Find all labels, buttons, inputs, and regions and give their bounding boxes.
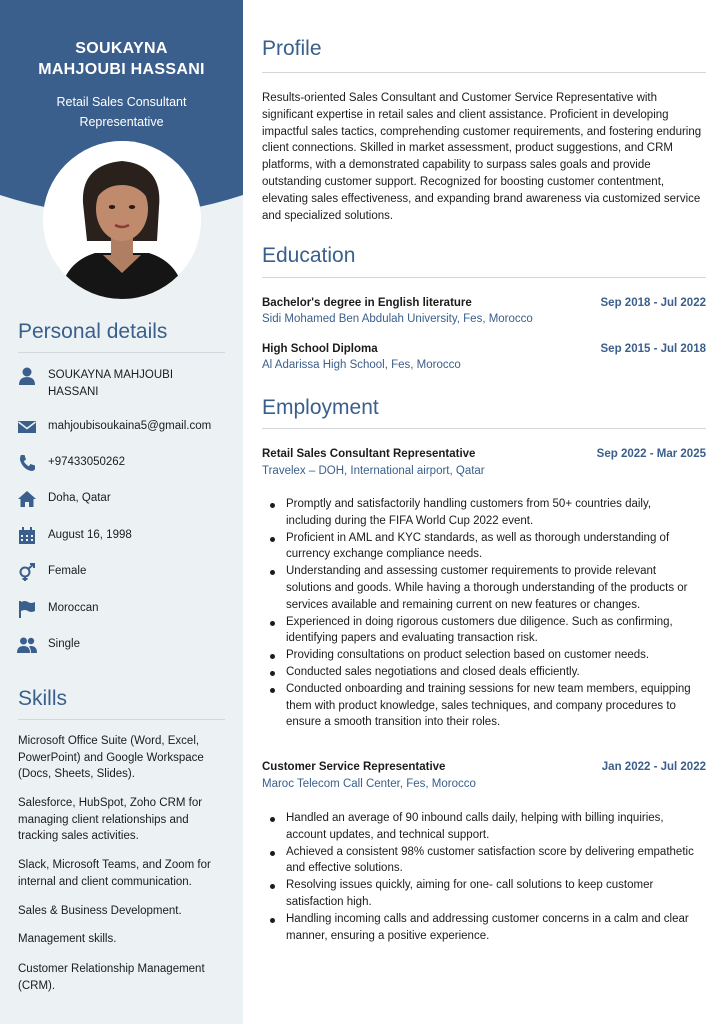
education-degree-institution: Sidi Mohamed Ben Abdulah University, Fes, Morocco bbox=[262, 313, 533, 325]
skill-item: Slack, Microsoft Teams, and Zoom for internal and client communication. bbox=[18, 859, 211, 888]
divider bbox=[262, 428, 706, 429]
detail-location: Doha, Qatar bbox=[48, 492, 111, 504]
home-icon bbox=[16, 489, 38, 509]
detail-name: SOUKAYNA MAHJOUBI HASSANI bbox=[48, 369, 174, 398]
detail-phone: +97433050262 bbox=[48, 456, 126, 468]
education-degree-date: Sep 2018 - Jul 2022 bbox=[600, 297, 706, 309]
flag-icon bbox=[16, 599, 38, 619]
calendar-icon bbox=[16, 526, 38, 546]
detail-row-gender bbox=[16, 562, 231, 582]
detail-row-birthdate bbox=[16, 526, 231, 546]
job-1-responsibilities bbox=[270, 496, 698, 731]
detail-row-phone bbox=[16, 453, 231, 473]
name-line-2: MAHJOUBI HASSANI bbox=[38, 61, 205, 78]
list-item: Achieved a consistent 98% customer satisfaction score by delivering empathetic and effective solutions. bbox=[270, 844, 698, 878]
employment-heading: Employment bbox=[262, 396, 379, 419]
profile-heading: Profile bbox=[262, 37, 322, 60]
skills-heading: Skills bbox=[18, 687, 68, 710]
personal-details-heading: Personal details bbox=[18, 320, 168, 343]
detail-nationality: Moroccan bbox=[48, 602, 99, 614]
detail-row-marital-status bbox=[16, 635, 231, 655]
profile-summary: Results-oriented Sales Consultant and Customer Service Representative with significant expertise in retail sales and client assistance. Proficient in developing impactful sales tactics, comprehending customer requirements, and fostering enduring client connections. Skilled in market assessment, product suggestions, and CRM platforms, with a demonstrated capability to surpass sales goals and provide outstanding customer support. Recognized for boosting customer contentment, elevating sales effectiveness, and expanding brand awareness via customized service and specialized solutions. bbox=[262, 92, 702, 222]
people-icon bbox=[16, 635, 38, 655]
detail-row-email bbox=[16, 417, 231, 437]
job-2-title: Customer Service Representative bbox=[262, 761, 446, 773]
candidate-title bbox=[0, 92, 243, 132]
skill-item: Microsoft Office Suite (Word, Excel, PowerPoint) and Google Workspace (Docs, Sheets, Slides). bbox=[18, 735, 204, 780]
skill-item: Sales & Business Development. bbox=[18, 905, 182, 917]
divider bbox=[262, 72, 706, 73]
title-line-1: Retail Sales Consultant bbox=[56, 95, 187, 109]
person-icon bbox=[16, 366, 38, 386]
profile-photo bbox=[43, 141, 201, 299]
name-line-1: SOUKAYNA bbox=[75, 40, 168, 57]
divider bbox=[18, 352, 225, 353]
list-item: Providing consultations on product selection based on customer needs. bbox=[270, 647, 698, 664]
skill-item: Management skills. bbox=[18, 933, 117, 945]
sidebar bbox=[0, 0, 243, 1024]
list-item: Promptly and satisfactorily handling customers from 50+ countries daily, including during the FIFA World Cup 2022 event. bbox=[270, 496, 698, 530]
job-2-responsibilities bbox=[270, 810, 698, 944]
divider bbox=[18, 719, 225, 720]
education-diploma-title: High School Diploma bbox=[262, 343, 378, 355]
gender-icon bbox=[16, 562, 38, 582]
list-item: Handled an average of 90 inbound calls daily, helping with billing inquiries, account updates, and technical support. bbox=[270, 810, 698, 844]
list-item: Conducted onboarding and training sessions for new team members, equipping them with product knowledge, sales techniques, and company procedures to ensure a smooth transition into their roles. bbox=[270, 681, 698, 731]
envelope-icon bbox=[16, 417, 38, 437]
list-item: Resolving issues quickly, aiming for one- call solutions to keep customer satisfaction high. bbox=[270, 877, 698, 911]
candidate-name bbox=[0, 38, 243, 80]
skill-item: Customer Relationship Management (CRM). bbox=[18, 963, 205, 992]
divider bbox=[262, 277, 706, 278]
detail-row-name bbox=[16, 366, 231, 401]
title-line-2: Representative bbox=[79, 115, 164, 129]
detail-row-nationality bbox=[16, 599, 231, 619]
list-item: Proficient in AML and KYC standards, as well as thorough understanding of currency exchange compliance needs. bbox=[270, 530, 698, 564]
detail-marital-status: Single bbox=[48, 638, 80, 650]
detail-gender: Female bbox=[48, 565, 87, 577]
job-2-date: Jan 2022 - Jul 2022 bbox=[601, 761, 706, 773]
education-diploma-date: Sep 2015 - Jul 2018 bbox=[600, 343, 706, 355]
job-2-employer: Maroc Telecom Call Center, Fes, Morocco bbox=[262, 778, 476, 790]
portrait-image bbox=[43, 141, 201, 299]
education-diploma-institution: Al Adarissa High School, Fes, Morocco bbox=[262, 359, 461, 371]
detail-email: mahjoubisoukaina5@gmail.com bbox=[48, 420, 212, 432]
job-1-date: Sep 2022 - Mar 2025 bbox=[596, 448, 706, 460]
list-item: Understanding and assessing customer requirements to provide relevant solutions and goods. While having a thorough understanding of the products or services available and remaining current on new features or changes. bbox=[270, 563, 698, 613]
education-degree-title: Bachelor's degree in English literature bbox=[262, 297, 472, 309]
detail-row-location bbox=[16, 489, 231, 509]
list-item: Conducted sales negotiations and closed deals efficiently. bbox=[270, 664, 698, 681]
skill-item: Salesforce, HubSpot, Zoho CRM for managing client relationships and tracking sales activities. bbox=[18, 797, 203, 842]
job-1-employer: Travelex – DOH, International airport, Qatar bbox=[262, 465, 485, 477]
education-heading: Education bbox=[262, 244, 356, 267]
detail-birthdate: August 16, 1998 bbox=[48, 529, 132, 541]
job-1-title: Retail Sales Consultant Representative bbox=[262, 448, 476, 460]
list-item: Experienced in doing rigorous customers due diligence. Such as confirming, identifying papers and evaluating transaction risk. bbox=[270, 614, 698, 648]
list-item: Handling incoming calls and addressing customer concerns in a calm and clear manner, ensuring a positive experience. bbox=[270, 911, 698, 945]
phone-icon bbox=[16, 453, 38, 473]
